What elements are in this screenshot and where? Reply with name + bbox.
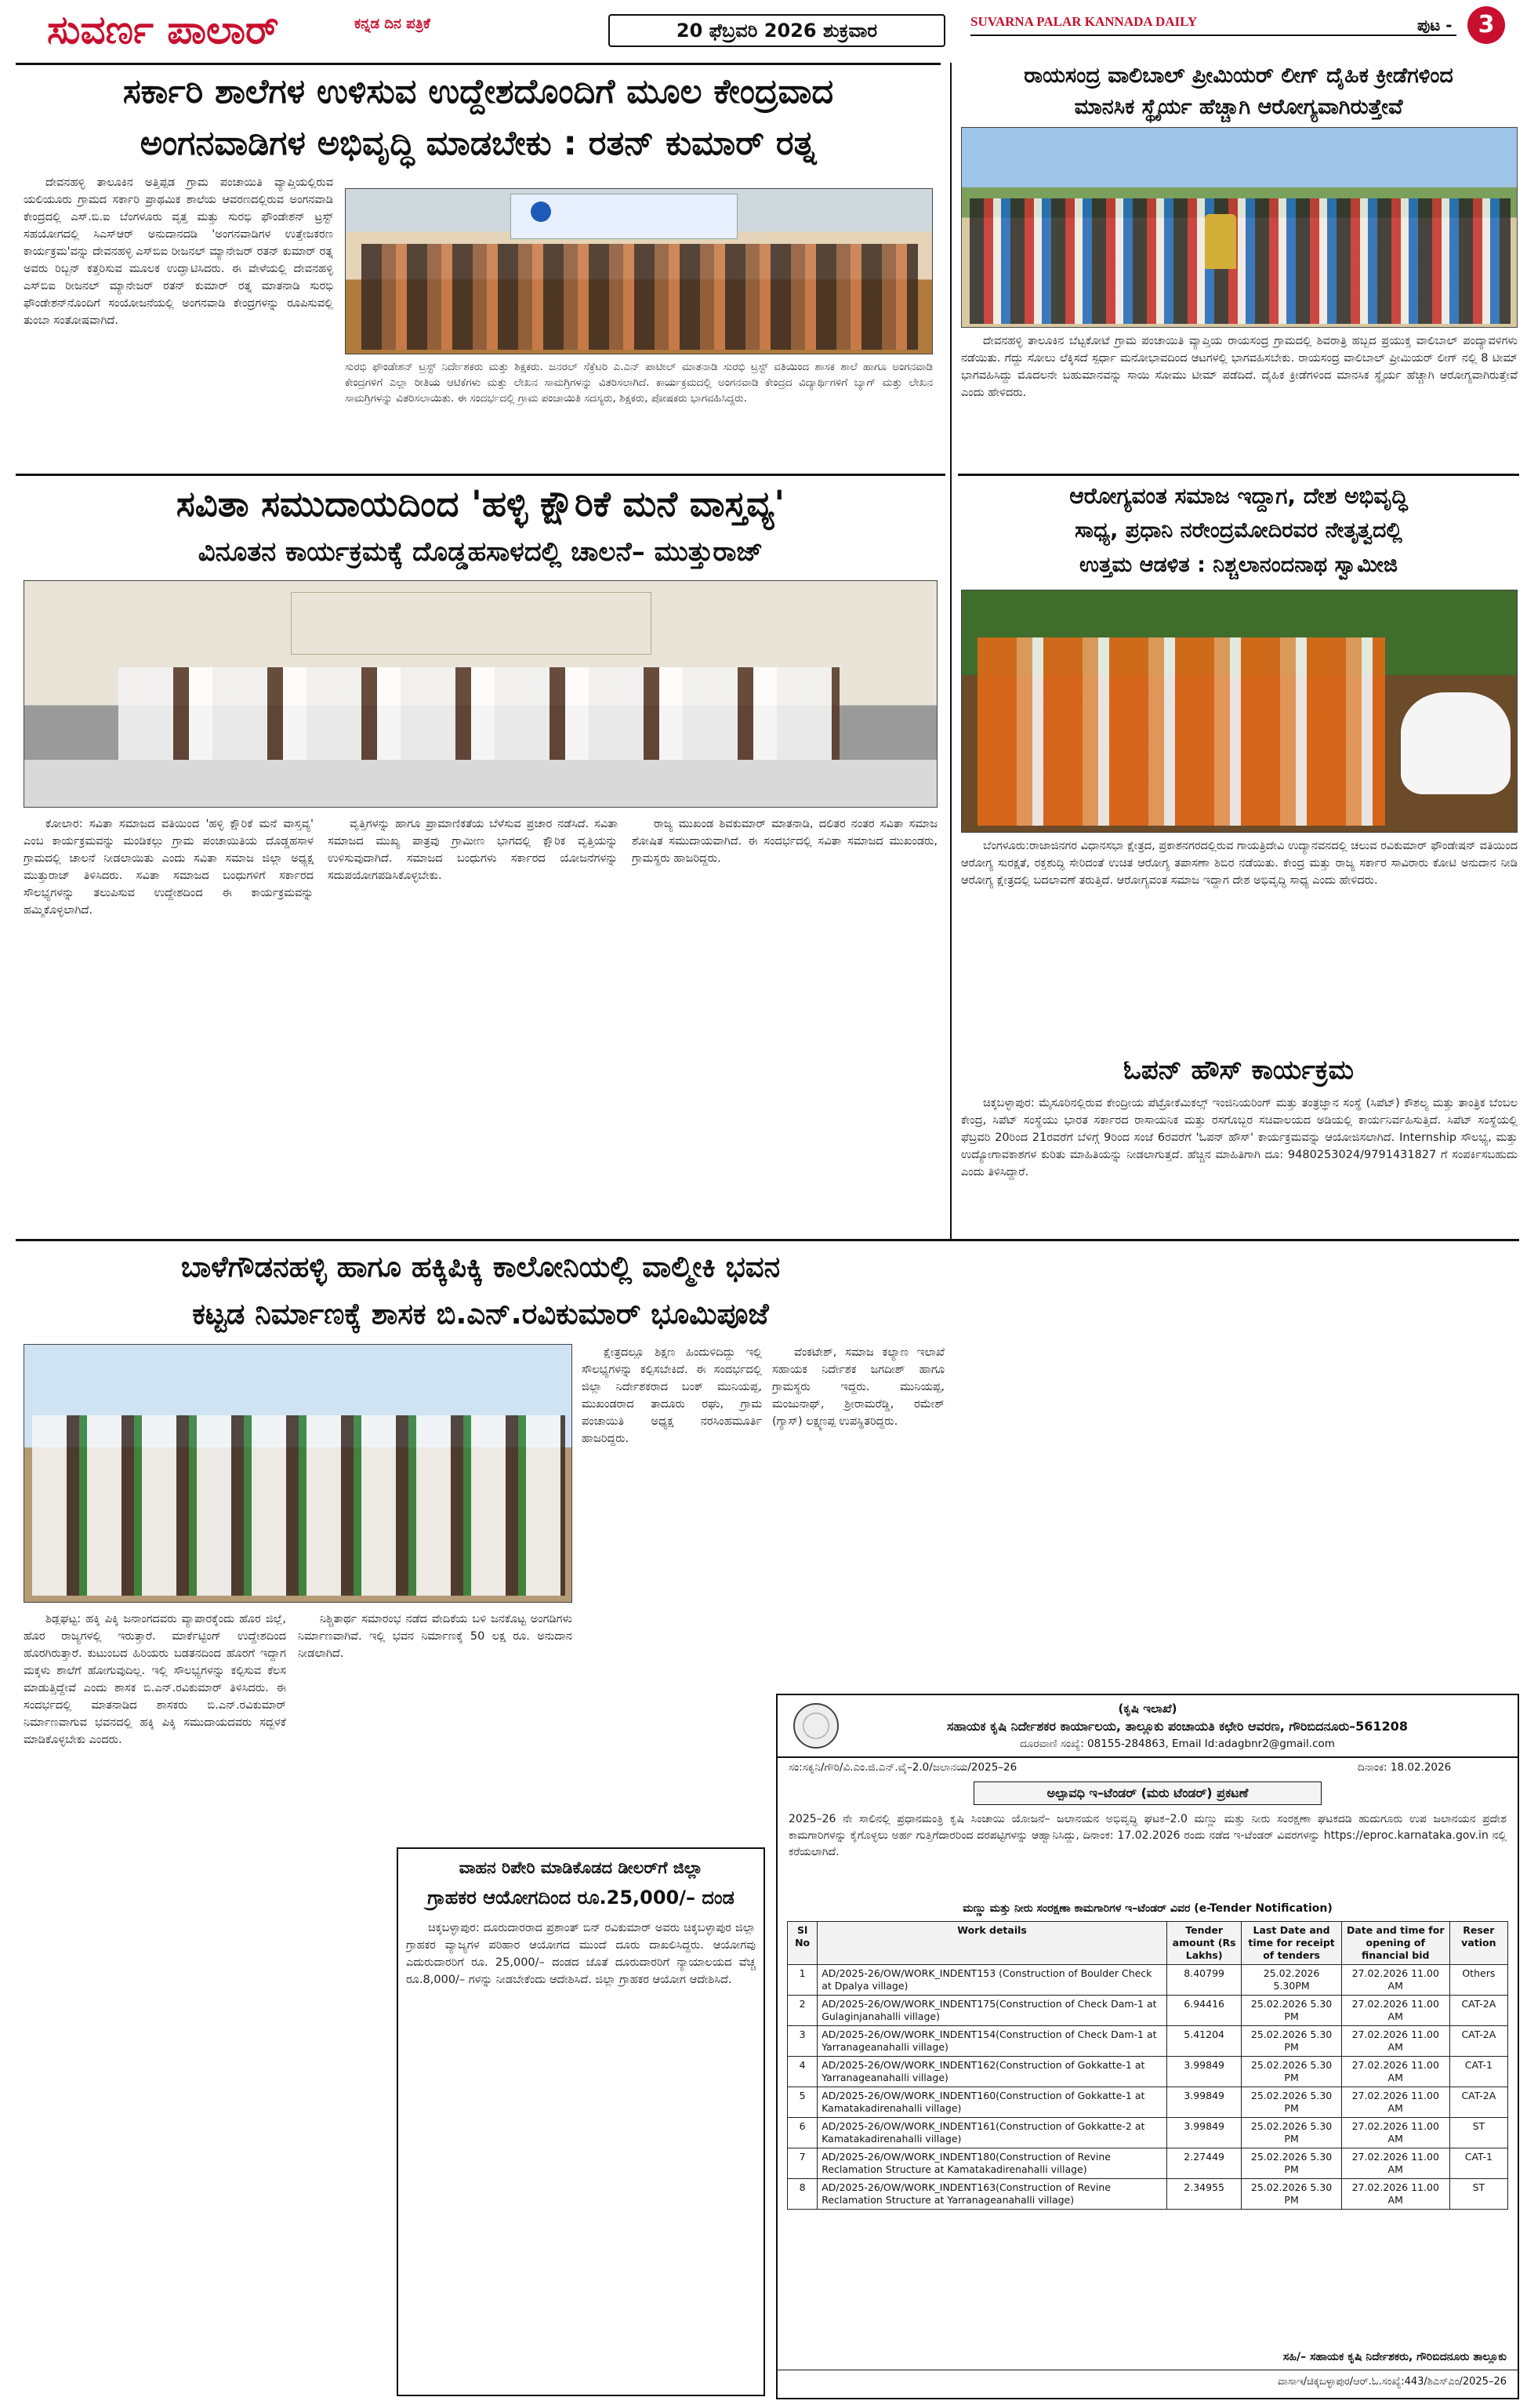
tender-signature: ಸಹಿ/– ಸಹಾಯಕ ಕೃಷಿ ನಿರ್ದೇಶಕರು, ಗೌರಿಬಿದನೂರು ತಾಲ್ಲೂಕು [1282, 2351, 1507, 2363]
article-2-text: ದೇವನಹಳ್ಳಿ ತಾಲೂಕಿನ ಬೆಟ್ಟಕೋಟೆ ಗ್ರಾಮ ಪಂಚಾಯಿತಿ ವ್ಯಾಪ್ತಿಯ ರಾಯಸಂದ್ರ ಗ್ರಾಮದಲ್ಲಿ ಶಿವರಾತ್ರಿ ಹಬ್ಬದ ಪ್ರಯುಕ್ತ ವಾಲಿಬಾಲ್ ಪಂದ್ಯಾವಳಿಗಳು ನಡೆಯಿತು. ಗೆದ್ದು ಸೋಲು ಲೆಕ್ಕಿಸದೆ ಸ್ಪರ್ಧಾ ಮನೋಭಾವದಿಂದ ಆಟಗಳಲ್ಲಿ ಭಾಗವಹಿಸಬೇಕು. ರಾಯಸಂದ್ರ ವಾಲಿಬಾಲ್ ಪ್ರೀಮಿಯರ್ ಲೀಗ್ ನಲ್ಲಿ 8 ಟೀಮ್ ಭಾಗವಹಿಸಿದ್ದು ಮೊದಲನೇ ಬಹುಮಾನವನ್ನು ಸಾಯಿ ಸೋಮು ಟೀಮ್ ಪಡೆದಿದೆ. ದೈಹಿಕ ಕ್ರೀಡೆಗಳಿಂದ ಮಾನಸಿಕ ಸ್ಥೈರ್ಯ ಹೆಚ್ಚಾಗಿ ಆರೋಗ್ಯವಾಗಿರುತ್ತೇವೆ ಎಂದು ಹೇಳಿದರು. [961, 335, 1518, 399]
cell-amount: 8.40799 [1166, 1965, 1242, 1996]
sbi-logo-icon [531, 202, 551, 222]
tender-contact: ದೂರವಾಣಿ ಸಂಖ್ಯೆ: 08155-284863, Email Id:adagbnr2@gmail.com [1020, 1738, 1335, 1750]
divider [958, 474, 1519, 476]
article-5-headline: ಓಪನ್ ಹೌಸ್ ಕಾರ್ಯಕ್ರಮ [1123, 1055, 1354, 1086]
article-1-text: ದೇವನಹಳ್ಳಿ ತಾಲೂಕಿನ ಅತ್ತಿಪ್ಪಡ ಗ್ರಾಮ ಪಂಚಾಯಿತಿ ವ್ಯಾಪ್ತಿಯಲ್ಲಿರುವ ಯಲಿಯೂರು ಗ್ರಾಮದ ಸರ್ಕಾರಿ ಪ್ರಾಥಮಿಕ ಶಾಲೆಯ ಆವರಣದಲ್ಲಿರುವ ಅಂಗನವಾಡಿ ಕೇಂದ್ರದಲ್ಲಿ ಎಸ್.ಬಿ.ಐ ಬೆಂಗಳೂರು ವೃತ್ತ ಮತ್ತು ಸುರಭಿ ಫೌಂಡೇಶನ್ ಟ್ರಸ್ಟ್ ಸಹಯೋಗದಲ್ಲಿ ಸಿಎಸ್‌ಆರ್ ಅನುದಾನದಡಿ 'ಅಂಗನವಾಡಿಗಳ ಉತ್ತೇಜಕರಣ ಕಾರ್ಯಕ್ರಮ'ವನ್ನು ದೇವನಹಳ್ಳಿ ಎಸ್‌ಬಿಐ ರೀಜನಲ್ ಮ್ಯಾನೇಜರ್ ರತನ್ ಕುಮಾರ್ ರತ್ನ ಅವರು ರಿಬ್ಬನ್ ಕತ್ತರಿಸುವ ಮೂಲಕ ಉದ್ಘಾಟಿಸಿದರು. ಈ ವೇಳೆಯಲ್ಲಿ ದೇವನಹಳ್ಳಿ ಎಸ್‌ಬಿಐ ರೀಜನಲ್ ಮ್ಯಾನೇಜರ್ ರತನ್ ಕುಮಾರ್ ರತ್ನ ಮಾತನಾಡಿ ಸುರಭಿ ಫೌಂಡೇಶನ್‌ನೊಂದಿಗೆ ಸಂಯೋಜನೆಯಲ್ಲಿ ಅಂಗನವಾಡಿ ಕೇಂದ್ರಗಳನ್ನು ರೂಪಿಸುವಲ್ಲಿ ತುಂಬಾ ಸಂತೋಷವಾಗಿದೆ. [24, 176, 333, 327]
masthead-name: ಸುವರ್ಣ ಪಾಲಾರ್ [47, 6, 279, 53]
cell-sl: 2 [788, 1996, 818, 2026]
swamiji-group-graphic [977, 637, 1385, 826]
article-1-photo [345, 188, 933, 354]
panel-members-graphic [118, 667, 840, 761]
tender-office: ಸಹಾಯಕ ಕೃಷಿ ನಿರ್ದೇಶಕರ ಕಾರ್ಯಾಲಯ, ತಾಲ್ಲೂಕು ಪಂಚಾಯತಿ ಕಛೇರಿ ಆವರಣ, ಗೌರಿಬಿದನೂರು–561208 [947, 1719, 1408, 1734]
cell-sl: 1 [788, 1965, 818, 1996]
article-4-photo [961, 590, 1518, 833]
tender-body: 2025–26 ನೇ ಸಾಲಿನಲ್ಲಿ ಪ್ರಧಾನಮಂತ್ರಿ ಕೃಷಿ ಸಿಂಚಾಯಿ ಯೋಜನೆ– ಜಲಾನಯನ ಅಭಿವೃದ್ಧಿ ಘಟಕ–2.0 ಮಣ್ಣು ಮತ್ತು ನೀರು ಸಂರಕ್ಷಣಾ ಘಟಕದಡಿ ಹುದುಗೂರು ಉಪ ಜಲಾನಯನ ಪ್ರದೇಶ ಕಾಮಗಾರಿಗಳನ್ನು ಕೈಗೊಳ್ಳಲು ಅರ್ಹ ಗುತ್ತಿಗೆದಾರರಿಂದ ದರಪಟ್ಟಿಗಳನ್ನು ಆಹ್ವಾನಿಸಿದ್ದು, ದಿನಾಂಕ: 17.02.2026 ರಂದು ನಡೆದ ಇ-ಟೆಂಡರ್ ವಿವರಗಳನ್ನು https://eproc.karnataka.gov.in ನಲ್ಲಿ ಕರೆಯಲಾಗಿದೆ. [789, 1813, 1507, 1858]
article-3-col-1-text: ಕೋಲಾರ: ಸವಿತಾ ಸಮಾಜದ ವತಿಯಿಂದ 'ಹಳ್ಳಿ ಕ್ಷೌರಿಕೆ ಮನೆ ವಾಸ್ತವ್ಯ' ಎಂಬ ಕಾರ್ಯಕ್ರಮವನ್ನು ಮಂಡಿಕಲ್ಲು ಗ್ರಾಮ ಪಂಚಾಯಿತಿಯ ದೊಡ್ಡಹಸಾಳ ಗ್ರಾಮದಲ್ಲಿ ಚಾಲನೆ ನೀಡಲಾಯಿತು ಎಂದು ಸವಿತಾ ಸಮಾಜ ಜಿಲ್ಲಾ ಅಧ್ಯಕ್ಷ ಮುತ್ತುರಾಜ್ ತಿಳಿಸಿದರು. ಸವಿತಾ ಸಮಾಜದ ಬಂಧುಗಳಿಗೆ ಸರ್ಕಾರದ ಸೌಲಭ್ಯಗಳನ್ನು ತಲುಪಿಸುವ ಉದ್ದೇಶದಿಂದ ಈ ಕಾರ್ಯಕ್ರಮವನ್ನು ಹಮ್ಮಿಕೊಳ್ಳಲಾಗಿದೆ. [24, 818, 314, 917]
article-6-col-3-text: ವೆಂಕಟೇಶ್, ಸಮಾಜ ಕಲ್ಯಾಣ ಇಲಾಖೆ ಸಹಾಯಕ ನಿರ್ದೇಶಕ ಜಗದೀಶ್ ಹಾಗೂ ಗ್ರಾಮಸ್ಥರು ಇದ್ದರು. ಮುನಿಯಪ್ಪ, ಮಂಜುನಾಥ್, ಶ್ರೀರಾಮರೆಡ್ಡಿ, ರಮೇಶ್ (ಗ್ಯಾಸ್) ಲಕ್ಷ್ಮಣಪ್ಪ ಉಪಸ್ಥಿತರಿದ್ದರು. [772, 1346, 945, 1428]
cell-work: AD/2025-26/OW/WORK_INDENT161(Construction of Gokkatte-2 at Kamatakadirenahalli village) [818, 2118, 1167, 2148]
article-7-headline-line-2: ಗ್ರಾಹಕರ ಆಯೋಗದಿಂದ ರೂ.25,000/– ದಂಡ [427, 1887, 734, 1909]
cell-opening-date: 27.02.2026 11.00 AM [1341, 1996, 1449, 2026]
cell-opening-date: 27.02.2026 11.00 AM [1341, 2148, 1449, 2179]
article-6-photo [24, 1344, 572, 1603]
cell-reservation: CAT-2A [1449, 1996, 1507, 2026]
article-1-column-1 [24, 174, 333, 466]
header-last-date: Last Date and time for receipt of tenders [1242, 1922, 1341, 1965]
article-6-column-4 [772, 1344, 945, 1579]
page-number-badge [1467, 6, 1505, 44]
article-6-headline-line-2: ಕಟ್ಟಡ ನಿರ್ಮಾಣಕ್ಕೆ ಶಾಸಕ ಬಿ.ಎನ್.ರವಿಕುಮಾರ್ ಭೂಮಿಪೂಜೆ [192, 1297, 769, 1331]
column-divider [950, 63, 952, 1239]
table-row [788, 2148, 1508, 2179]
article-3-photo [24, 580, 938, 808]
cell-reservation: CAT-2A [1449, 2026, 1507, 2057]
tender-table [787, 1921, 1508, 2210]
article-2-headline-line-2: ಮಾನಸಿಕ ಸ್ಥೈರ್ಯ ಹೆಚ್ಚಾಗಿ ಆರೋಗ್ಯವಾಗಿರುತ್ತೇವೆ [1074, 95, 1403, 119]
divider [778, 1756, 1518, 1758]
masthead-date: 20 ಫೆಬ್ರವರಿ 2026 ಶುಕ್ರವಾರ [608, 14, 945, 47]
table-row [788, 2087, 1508, 2118]
cell-last-date: 25.02.2026 5.30 PM [1242, 1996, 1341, 2026]
article-2-headline-line-1: ರಾಯಸಂದ್ರ ವಾಲಿಬಾಲ್ ಪ್ರೀಮಿಯರ್ ಲೀಗ್ ದೈಹಿಕ ಕ್ರೀಡೆಗಳಿಂದ [1024, 64, 1453, 88]
cell-amount: 2.34955 [1166, 2179, 1242, 2210]
article-6-col-2b-text: ನಿಶ್ಚಿತಾರ್ಥ ಸಮಾರಂಭ ನಡೆದ ವೇದಿಕೆಯ ಬಳಿ ಜನಕೊಟ್ಟ ಅಂಗಡಿಗಳು ನಿರ್ಮಾಣವಾಗಿವೆ. ಇಲ್ಲಿ ಭವನ ನಿರ್ಮಾಣಕ್ಕೆ 50 ಲಕ್ಷ ರೂ. ಅನುದಾನ ನೀಡಲಾಗಿದೆ. [298, 1613, 572, 1660]
article-6-column-1 [24, 1611, 286, 2395]
masthead-rule [970, 35, 1456, 36]
cell-opening-date: 27.02.2026 11.00 AM [1341, 2179, 1449, 2210]
cell-sl: 3 [788, 2026, 818, 2057]
article-1-headline-line-1: ಸರ್ಕಾರಿ ಶಾಲೆಗಳ ಉಳಿಸುವ ಉದ್ದೇಶದೊಂದಿಗೆ ಮೂಲ ಕೇಂದ್ರವಾದ [122, 72, 834, 111]
article-3-column-3 [632, 815, 938, 1231]
article-2-photo [961, 127, 1518, 328]
article-1-caption [345, 359, 933, 467]
cell-amount: 3.99849 [1166, 2057, 1242, 2087]
cell-work: AD/2025-26/OW/WORK_INDENT154(Construction of Check Dam-1 at Yarranageanahalli village) [818, 2026, 1167, 2057]
cell-amount: 5.41204 [1166, 2026, 1242, 2057]
cell-opening-date: 27.02.2026 11.00 AM [1341, 2057, 1449, 2087]
cow-graphic [1401, 692, 1511, 794]
cell-last-date: 25.02.2026 5.30 PM [1242, 2179, 1341, 2210]
cell-reservation: CAT-1 [1449, 2148, 1507, 2179]
table-row [788, 1996, 1508, 2026]
cell-work: AD/2025-26/OW/WORK_INDENT175(Construction of Check Dam-1 at Gulaginjanahalli village) [818, 1996, 1167, 2026]
cell-last-date: 25.02.2026 5.30 PM [1242, 2087, 1341, 2118]
cell-last-date: 25.02.2026 5.30 PM [1242, 2057, 1341, 2087]
divider [16, 474, 945, 476]
cell-reservation: CAT-1 [1449, 2057, 1507, 2087]
article-4-headline-line-3: ಉತ್ತಮ ಆಡಳಿತ : ನಿಶ್ಚಲಾನಂದನಾಥ ಸ್ವಾಮೀಜಿ [1079, 553, 1398, 577]
page-label: ಪುಟ - [1417, 16, 1453, 35]
article-3-column-2 [328, 815, 618, 1231]
cell-opening-date: 27.02.2026 11.00 AM [1341, 2026, 1449, 2057]
cell-amount: 2.27449 [1166, 2148, 1242, 2179]
masthead [0, 0, 1527, 63]
header-opening-date: Date and time for opening of financial bid [1341, 1922, 1449, 1965]
cell-sl: 4 [788, 2057, 818, 2087]
article-1-caption-text: ಸುರಭಿ ಫೌಂಡೇಶನ್ ಟ್ರಸ್ಟ್ ನಿರ್ದೇಶಕರು ಮತ್ತು ಶಿಕ್ಷಕರು. ಜನರಲ್ ಸೆಕ್ರೆಟರಿ ಎ.ಎನ್ ಪಾಟೀಲ್ ಮಾತನಾಡಿ ಸುರಭಿ ಟ್ರಸ್ಟ್ ವತಿಯಿಂದ ಶಾಸಕ ಶಾಲೆ ಹಾಗೂ ಅಂಗನವಾಡಿ ಕೇಂದ್ರಗಳಿಗೆ ಎಲ್ಲಾ ರೀತಿಯ ಆಟಿಕೆಗಳು ಮತ್ತು ಲೇಖನ ಸಾಮಗ್ರಿಗಳನ್ನು ವಿತರಿಸಲಾಗಿದೆ. ಕಾರ್ಯಕ್ರಮದಲ್ಲಿ ಅಂಗನವಾಡಿ ಕೇಂದ್ರದ ವಿದ್ಯಾರ್ಥಿಗಳಿಗೆ ಬ್ಯಾಗ್ ಮತ್ತು ಲೇಖನ ಸಾಮಗ್ರಿಗಳನ್ನು ವಿತರಿಸಲಾಯಿತು. ಈ ಸಂದರ್ಭದಲ್ಲಿ ಗ್ರಾಮ ಪಂಚಾಯಿತಿ ಸದಸ್ಯರು, ಶಿಕ್ಷಕರು, ಪೋಷಕರು ಭಾಗವಹಿಸಿದ್ದರು. [345, 361, 933, 405]
article-4-text: ಬೆಂಗಳೂರು:ರಾಜಾಜಿನಗರ ವಿಧಾನಸಭಾ ಕ್ಷೇತ್ರದ, ಪ್ರಕಾಶನಗರದಲ್ಲಿರುವ ಗಾಯತ್ರಿದೇವಿ ಉದ್ಯಾನವನದಲ್ಲಿ ಚಲುವ ರವಿಕುಮಾರ್ ಫೌಂಡೇಷನ್ ವತಿಯಿಂದ ಆರೋಗ್ಯ ಸುರಕ್ಷತೆ, ರಕ್ತಶುದ್ಧಿ ಸೇರಿದಂತೆ ಉಚಿತ ಆರೋಗ್ಯ ತಪಾಸಣಾ ಶಿಬಿರ ನಡೆಯಿತು. ಕೇಂದ್ರ ಮತ್ತು ರಾಜ್ಯ ಸರ್ಕಾರ ಸಾವಿರಾರು ಕೋಟಿ ಅನುದಾನ ನೀಡಿ ಆರೋಗ್ಯ ಕ್ಷೇತ್ರದಲ್ಲಿ ಬದಲಾವಣೆ ತರುತ್ತಿದೆ. ಆರೋಗ್ಯವಂತ ಸಮಾಜ ಇದ್ದಾಗ ದೇಶ ಅಭಿವೃದ್ಧಿ ಸಾಧ್ಯ ಎಂದು ಹೇಳಿದರು. [961, 840, 1518, 887]
cell-opening-date: 27.02.2026 11.00 AM [1341, 2087, 1449, 2118]
article-6-headline-line-1: ಬಾಳೆಗೌಡನಹಳ್ಳಿ ಹಾಗೂ ಹಕ್ಕಿಪಿಕ್ಕಿ ಕಾಲೋನಿಯಲ್ಲಿ ವಾಲ್ಮೀಕಿ ಭವನ [180, 1250, 781, 1284]
article-5-text-block [961, 1095, 1518, 1236]
article-3-column-1 [24, 815, 314, 1231]
article-5-text: ಚಿಕ್ಕಬಳ್ಳಾಪುರ: ಮೈಸೂರಿನಲ್ಲಿರುವ ಕೇಂದ್ರೀಯ ಪೆಟ್ರೋಕೆಮಿಕಲ್ಸ್ ಇಂಜಿನಿಯರಿಂಗ್ ಮತ್ತು ತಂತ್ರಜ್ಞಾನ ಸಂಸ್ಥೆ (ಸಿಪೆಟ್) ಕೌಶಲ್ಯ ಮತ್ತು ತಾಂತ್ರಿಕ ಬೆಂಬಲ ಕೇಂದ್ರ, ಸಿಪೆಟ್ ಸಂಸ್ಥೆಯು ಭಾರತ ಸರ್ಕಾರದ ರಾಸಾಯನಿಕ ಮತ್ತು ರಸಗೊಬ್ಬರ ಸಚಿವಾಲಯದ ಅಡಿಯಲ್ಲಿ ಕಾರ್ಯನಿರ್ವಹಿಸುತ್ತಿದೆ. ಸಿಪೆಟ್ ಸಂಸ್ಥೆಯಲ್ಲಿ ಫೆಬ್ರವರಿ 20ರಿಂದ 21ರವರೆಗೆ ಬೆಳಿಗ್ಗೆ 9ರಿಂದ ಸಂಜೆ 6ರವರೆಗೆ 'ಓಪನ್ ಹೌಸ್' ಕಾರ್ಯಕ್ರಮವನ್ನು ಆಯೋಜಿಸಲಾಗಿದೆ. Internship ಸೌಲಭ್ಯ, ಮತ್ತು ಉದ್ಯೋಗಾವಕಾಶಗಳ ಕುರಿತು ಮಾಹಿತಿಯನ್ನು ನೀಡಲಾಗುತ್ತದೆ. ಹೆಚ್ಚಿನ ಮಾಹಿತಿಗಾಗಿ ದೂ: 9480253024/9791431827 ಗೆ ಸಂಪರ್ಕಿಸಬಹುದು ಎಂದು ತಿಳಿಸಿದ್ದಾರೆ. [961, 1097, 1518, 1179]
people-group-graphic [361, 244, 918, 350]
cell-sl: 6 [788, 2118, 818, 2148]
article-4-headline-line-2: ಸಾಧ್ಯ, ಪ್ರಧಾನಿ ನರೇಂದ್ರಮೋದಿರವರ ನೇತೃತ್ವದಲ್ಲಿ [1075, 518, 1402, 543]
tender-ref-no: ಸಂ:ಸಕೃನಿ/ಗೌರಿ/ವಿ.ಎಂ.ಜಿ.ಎನ್.ವೈ–2.0/ಜಲಾನಯ/2025–26 [789, 1761, 1017, 1774]
cell-sl: 8 [788, 2179, 818, 2210]
cell-reservation: ST [1449, 2118, 1507, 2148]
page-number: 3 [1478, 11, 1495, 38]
tender-notice [776, 1694, 1519, 2399]
cell-last-date: 25.02.2026 5.30 PM [1242, 2026, 1341, 2057]
tender-table-header-row [788, 1922, 1508, 1965]
table-graphic [24, 760, 938, 808]
cell-amount: 3.99849 [1166, 2118, 1242, 2148]
article-7-box [397, 1847, 765, 2396]
team-group-graphic [970, 198, 1511, 324]
cell-reservation: CAT-2A [1449, 2087, 1507, 2118]
article-3-col-3-text: ರಾಜ್ಯ ಮುಖಂಡ ಶಿವಕುಮಾರ್ ಮಾತನಾಡಿ, ದಲಿತರ ನಂತರ ಸವಿತಾ ಸಮಾಜ ಶೋಷಿತ ಸಮುದಾಯವಾಗಿದೆ. ಈ ಸಂದರ್ಭದಲ್ಲಿ ಸವಿತಾ ಸಮಾಜದ ಮುಖಂಡರು, ಗ್ರಾಮಸ್ಥರು ಹಾಜರಿದ್ದರು. [632, 818, 938, 865]
header-work: Work details [818, 1922, 1167, 1965]
divider [16, 63, 941, 65]
header-sl: Sl No [788, 1922, 818, 1965]
cell-work: AD/2025-26/OW/WORK_INDENT153 (Construction of Boulder Check at Dpalya village) [818, 1965, 1167, 1996]
cell-last-date: 25.02.2026 5.30 PM [1242, 2118, 1341, 2148]
article-4-text-block [961, 837, 1518, 1041]
table-row [788, 1965, 1508, 1996]
table-row [788, 2118, 1508, 2148]
cell-opening-date: 27.02.2026 11.00 AM [1341, 1965, 1449, 1996]
header-amount: Tender amount (Rs Lakhs) [1166, 1922, 1242, 1965]
cell-opening-date: 27.02.2026 11.00 AM [1341, 2118, 1449, 2148]
masthead-english-name: SUVARNA PALAR KANNADA DAILY [970, 14, 1198, 29]
article-7-text-block [406, 1919, 756, 2390]
tender-table-title: ಮಣ್ಣು ಮತ್ತು ನೀರು ಸಂರಕ್ಷಣಾ ಕಾಮಗಾರಿಗಳ ಇ–ಟೆಂಡರ್ ವಿವರ (e-Tender Notification) [963, 1902, 1333, 1915]
divider [16, 1239, 1519, 1241]
article-6-col-1-text: ಶಿಡ್ಲಘಟ್ಟ: ಹಕ್ಕಿ ಪಿಕ್ಕಿ ಜನಾಂಗದವರು ವ್ಯಾಪಾರಕ್ಕೆಂದು ಹೊರ ಜಿಲ್ಲೆ, ಹೊರ ರಾಜ್ಯಗಳಲ್ಲಿ ಇರುತ್ತಾರೆ. ಮಾರ್ಕೆಟ್ಟಿಂಗ್ ಉದ್ದೇಶದಿಂದ ಹೊರಗಿರುತ್ತಾರೆ. ಕುಟುಂಬದ ಹಿರಿಯರು ಬಡತನದಿಂದ ಹೊರಗೆ ಇದ್ದಾಗ ಮಕ್ಕಳು ಶಾಲೆಗೆ ಹೋಗುವುದಿಲ್ಲ. ಇಲ್ಲಿ ಸೌಲಭ್ಯಗಳನ್ನು ಕಲ್ಪಿಸುವ ಕೆಲಸ ಮಾಡುತ್ತಿದ್ದೇವೆ ಎಂದು ಶಾಸಕ ಬಿ.ಎನ್.ರವಿಕುಮಾರ್ ತಿಳಿಸಿದರು. ಈ ಸಂದರ್ಭದಲ್ಲಿ ಮಾತನಾಡಿದ ಶಾಸಕರು ಬಿ.ಎನ್.ರವಿಕುಮಾರ್ ನಿರ್ಮಾಣವಾಗುವ ಭವನದಲ್ಲಿ ಹಕ್ಕಿ ಪಿಕ್ಕಿ ಸಮುದಾಯದವರು ಸದ್ಬಳಕೆ ಮಾಡಿಕೊಳ್ಳಬೇಕು ಎಂದರು. [24, 1613, 286, 1746]
trophy-icon [1205, 214, 1236, 269]
cell-work: AD/2025-26/OW/WORK_INDENT160(Construction of Gokkatte-1 at Kamatakadirenahalli village) [818, 2087, 1167, 2118]
article-7-headline-line-1: ವಾಹನ ರಿಪೇರಿ ಮಾಡಿಕೊಡದ ಡೀಲರ್‌ಗೆ ಜಿಲ್ಲಾ [459, 1858, 703, 1877]
tender-ref-date: ದಿನಾಂಕ: 18.02.2026 [1358, 1761, 1452, 1774]
article-6-col-2-text: ಕ್ಷೇತ್ರದಲ್ಲೂ ಶಿಕ್ಷಣ ಹಿಂದುಳಿದಿದ್ದು ಇಲ್ಲಿ ಸೌಲಭ್ಯಗಳನ್ನು ಕಲ್ಪಿಸಬೇಕಿದೆ. ಈ ಸಂದರ್ಭದಲ್ಲಿ ಜಿಲ್ಲಾ ನಿರ್ದೇಶಕರಾದ ಬಂಕ್ ಮುನಿಯಪ್ಪ, ಮುಖಂಡರಾದ ತಾದೂರು ರಘು, ಗ್ರಾಮ ಪಂಚಾಯಿತಿ ಅಧ್ಯಕ್ಷ ನರಸಿಂಹಮೂರ್ತಿ ಹಾಜರಿದ್ದರು. [582, 1346, 762, 1445]
cell-amount: 6.94416 [1166, 1996, 1242, 2026]
masthead-tagline: ಕನ್ನಡ ದಿನ ಪತ್ರಿಕೆ [354, 16, 430, 32]
article-3-col-2-text: ವೃತ್ತಿಗಳನ್ನು ಹಾಗೂ ಪ್ರಾಮಾಣಿಕತೆಯ ಬೆಳೆಸುವ ಪ್ರಚಾರ ನಡೆಸಿದೆ. ಸವಿತಾ ಸಮಾಜದ ಮುಖ್ಯ ಪಾತ್ರವು ಗ್ರಾಮೀಣ ಭಾಗದಲ್ಲಿ ಕ್ಷೌರಿಕ ವೃತ್ತಿಯನ್ನು ಉಳಿಸುವುದಾಗಿದೆ. ಸಮಾಜದ ಬಂಧುಗಳು ಸರ್ಕಾರದ ಯೋಜನೆಗಳನ್ನು ಸದುಪಯೋಗಪಡಿಸಿಕೊಳ್ಳಬೇಕು. [328, 818, 618, 882]
cell-work: AD/2025-26/OW/WORK_INDENT163(Construction of Revine Reclamation Structure at Yarranageanahalli village) [818, 2179, 1167, 2210]
tender-footer: ವಾಸಾಇ/ಚಿಕ್ಕಬಳ್ಳಾಪುರ/ಆರ್.ಓ.ಸಂಖ್ಯೆ:443/ಶಿಎಸ್‌ಎಂ/2025–26 [1277, 2376, 1507, 2388]
header-reservation: Reser vation [1449, 1922, 1507, 1965]
officials-group-graphic [32, 1415, 565, 1596]
article-3-headline-line-1: ಸವಿತಾ ಸಮುದಾಯದಿಂದ 'ಹಳ್ಳಿ ಕ್ಷೌರಿಕೆ ಮನೆ ವಾಸ್ತವ್ಯ' [176, 483, 785, 525]
article-2-text-block [961, 332, 1518, 464]
article-1-headline-line-2: ಅಂಗನವಾಡಿಗಳ ಅಭಿವೃದ್ಧಿ ಮಾಡಬೇಕು : ರತನ್ ಕುಮಾರ್ ರತ್ನ [140, 124, 817, 163]
cell-work: AD/2025-26/OW/WORK_INDENT180(Construction of Revine Reclamation Structure at Kamatakadirenahalli village) [818, 2148, 1167, 2179]
article-3-headline-line-2: ವಿನೂತನ ಕಾರ್ಯಕ್ರಮಕ್ಕೆ ದೊಡ್ಡಹಸಾಳದಲ್ಲಿ ಚಾಲನೆ– ಮುತ್ತುರಾಜ್ [198, 536, 764, 568]
article-6-column-3 [582, 1344, 762, 1814]
cell-sl: 7 [788, 2148, 818, 2179]
tender-title: ಅಲ್ಪಾವಧಿ ಇ–ಟೆಂಡರ್ (ಮರು ಟೆಂಡರ್) ಪ್ರಕಟಣೆ [974, 1781, 1322, 1805]
table-row [788, 2179, 1508, 2210]
cell-reservation: ST [1449, 2179, 1507, 2210]
cell-amount: 3.99849 [1166, 2087, 1242, 2118]
cell-last-date: 25.02.2026 5.30PM [1242, 1965, 1341, 1996]
article-7-text: ಚಿಕ್ಕಬಳ್ಳಾಪುರ: ದೂರುದಾರರಾದ ಪ್ರಶಾಂತ್ ಬಿನ್ ರವಿಕುಮಾರ್ ಅವರು ಚಿಕ್ಕಬಳ್ಳಾಪುರ ಜಿಲ್ಲಾ ಗ್ರಾಹಕರ ವ್ಯಾಜ್ಯಗಳ ಪರಿಹಾರ ಆಯೋಗದ ಮುಂದೆ ದೂರು ದಾಖಲಿಸಿದ್ದರು. ಆಯೋಗವು ಎದುರುದಾರರಿಗೆ ರೂ. 25,000/– ದಂಡದ ಜೊತೆ ದೂರುದಾರರಿಗೆ ನ್ಯಾಯಾಲಯದ ವೆಚ್ಚ ರೂ.8,000/– ಗಳನ್ನು ನೀಡಬೇಕೆಂದು ಆದೇಶಿಸಿದೆ. ಜಿಲ್ಲಾ ಗ್ರಾಹಕರ ಆಯೋಗ ಆದೇಶಿಸಿದೆ. [406, 1922, 756, 1986]
tender-dept: (ಕೃಷಿ ಇಲಾಖೆ) [1118, 1702, 1177, 1716]
cell-sl: 5 [788, 2087, 818, 2118]
cell-reservation: Others [1449, 1965, 1507, 1996]
table-row [788, 2057, 1508, 2087]
cell-last-date: 25.02.2026 5.30 PM [1242, 2148, 1341, 2179]
table-row [788, 2026, 1508, 2057]
wall-sign-graphic [291, 592, 651, 655]
article-4-headline-line-1: ಆರೋಗ್ಯವಂತ ಸಮಾಜ ಇದ್ದಾಗ, ದೇಶ ಅಭಿವೃದ್ಧಿ [1069, 483, 1408, 509]
cell-work: AD/2025-26/OW/WORK_INDENT162(Construction of Gokkatte-1 at Yarranageanahalli village) [818, 2057, 1167, 2087]
